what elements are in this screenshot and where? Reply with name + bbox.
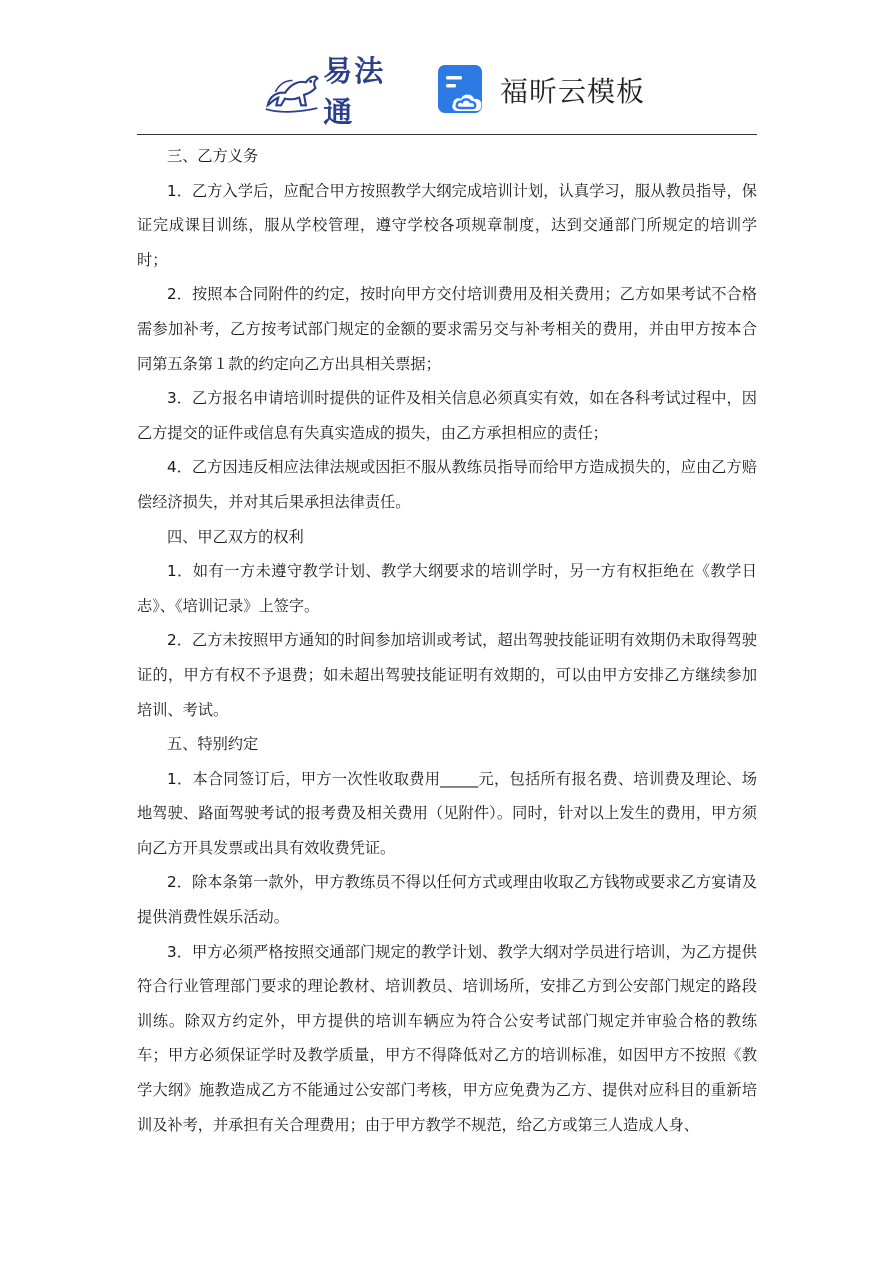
- section-heading-party-b-obligations: 三、乙方义务: [167, 147, 259, 165]
- clause-paragraph: 2．除本条第一款外，甲方教练员不得以任何方式或理由收取乙方钱物或要求乙方宴请及提供消费性娱乐活动。: [137, 873, 757, 927]
- page-header: [0, 0, 893, 135]
- document-body: [137, 139, 757, 1142]
- brand-right-text: 福昕云模板: [500, 75, 646, 108]
- clause-paragraph: 2．乙方未按照甲方通知的时间参加培训或考试，超出驾驶技能证明有效期仍未取得驾驶证的，甲方有权不予退费；如未超出驾驶技能证明有效期的，可以由甲方安排乙方继续参加培训、考试。: [137, 631, 757, 719]
- clause-paragraph: 1．如有一方未遵守教学计划、教学大纲要求的培训学时，另一方有权拒绝在《教学日志》、《培训记录》上签字。: [137, 562, 757, 615]
- clause-paragraph: 2．按照本合同附件的约定，按时向甲方交付培训费用及相关费用；乙方如果考试不合格需参加补考，乙方按考试部门规定的金额的要求需另交与补考相关的费用，并由甲方按本合同第五条第１款的约定向乙方出具相关票据；: [137, 285, 757, 373]
- clause-paragraph: 4．乙方因违反相应法律法规或因拒不服从教练员指导而给甲方造成损失的，应由乙方赔偿经济损失，并对其后果承担法律责任。: [137, 458, 757, 511]
- brand-left-text: 易法通: [323, 54, 386, 129]
- clause-paragraph: 3．乙方报名申请培训时提供的证件及相关信息必须真实有效，如在各科考试过程中，因乙方提交的证件或信息有失真实造成的损失，由乙方承担相应的责任；: [137, 389, 757, 442]
- clause-paragraph: 3．甲方必须严格按照交通部门规定的教学计划、教学大纲对学员进行培训，为乙方提供符合行业管理部门要求的理论教材、培训教员、培训场所，安排乙方到公安部门规定的路段训练。除双方约定外，甲方提供的培训车辆应为符合公安考试部门规定并审验合格的教练车；甲方必须保证学时及教学质量，甲方不得降低对乙方的培训标准，如因甲方不按照《教学大纲》施教造成乙方不能通过公安部门考核，甲方应免费为乙方、提供对应科目的重新培训及补考，并承担有关合理费用；由于甲方教学不规范，给乙方或第三人造成人身、: [137, 942, 757, 1134]
- clause-paragraph: 1．乙方入学后，应配合甲方按照教学大纲完成培训计划，认真学习，服从教员指导，保证完成课目训练，服从学校管理，遵守学校各项规章制度，达到交通部门所规定的培训学时；: [137, 181, 757, 269]
- yifatong-logo: [262, 54, 412, 129]
- qilin-emblem-icon: [262, 62, 321, 118]
- clause-paragraph: 1．本合同签订后，甲方一次性收取费用_____元，包括所有报名费、培训费及理论、场地驾驶、路面驾驶考试的报考费及相关费用（见附件）。同时，针对以上发生的费用，甲方须向乙方开具发票或出具有效收费凭证。: [137, 769, 757, 857]
- section-heading-rights: 四、甲乙双方的权利: [167, 527, 304, 546]
- header-divider: [137, 134, 757, 135]
- section-heading-special-terms: 五、特别约定: [167, 735, 259, 754]
- fuxin-logo: [436, 62, 645, 118]
- cloud-document-icon: [436, 63, 488, 117]
